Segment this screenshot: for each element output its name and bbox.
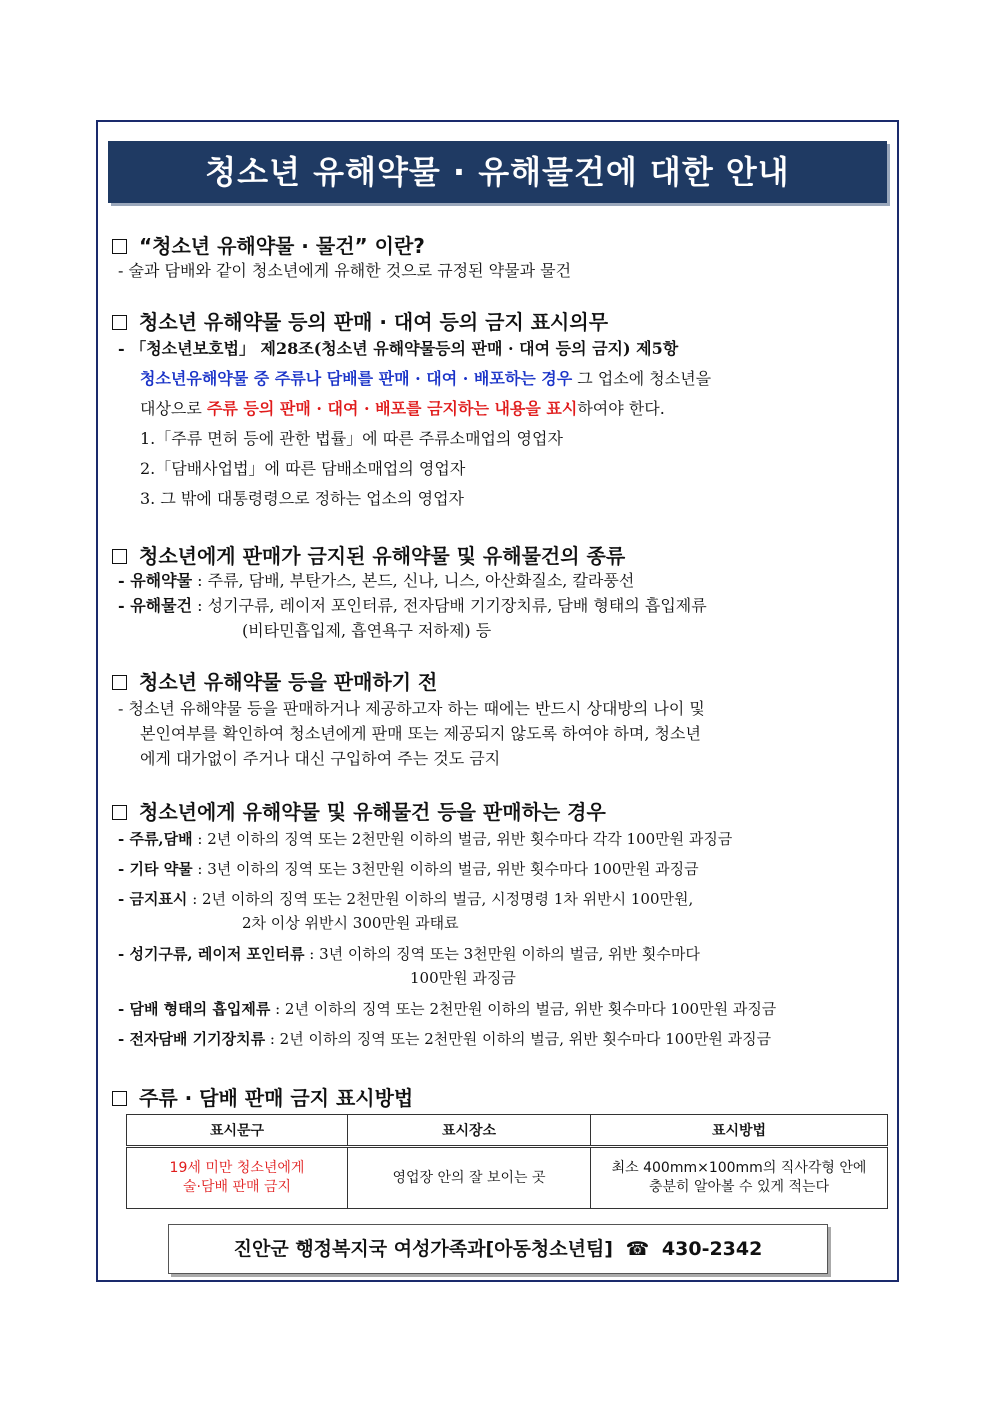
item-text: : 성기구류, 레이저 포인터류, 전자담배 기기장치류, 담배 형태의 흡입제류	[192, 596, 707, 615]
display-method-table	[126, 1114, 888, 1209]
penalty-label: - 주류,담배	[118, 830, 193, 848]
heading-text: “청소년 유해약물 · 물건” 이란?	[139, 234, 425, 258]
penalty-text: : 2년 이하의 징역 또는 2천만원 이하의 벌금, 위반 횟수마다 각각 100만원 과징금	[192, 830, 733, 848]
types-goods	[118, 595, 707, 617]
penalty-row	[118, 943, 700, 965]
obligation-line-1	[140, 368, 711, 390]
section-heading-before-sale	[112, 666, 437, 695]
before-sale-line-1: - 청소년 유해약물 등을 판매하거나 제공하고자 하는 때에는 반드시 상대방의 나이 및	[118, 699, 705, 718]
section-heading-obligation	[112, 306, 608, 335]
table-row	[127, 1147, 888, 1209]
display-method-line: 최소 400mm×100mm의 직사각형 안에	[611, 1160, 867, 1176]
page-title: 청소년 유해약물 · 유해물건에 대한 안내	[108, 141, 887, 203]
types-goods-cont: (비타민흡입제, 흡연욕구 저하제) 등	[242, 621, 492, 640]
penalty-text: : 2년 이하의 징역 또는 2천만원 이하의 벌금, 시정명령 1차 위반시 100만원,	[187, 890, 694, 908]
display-phrase-line: 술·담배 판매 금지	[182, 1179, 292, 1195]
penalty-text: : 2년 이하의 징역 또는 2천만원 이하의 벌금, 위반 횟수마다 100만원 과징금	[270, 1000, 777, 1018]
penalty-row	[118, 998, 776, 1020]
section-heading-display-method	[112, 1082, 413, 1111]
table-header: 표시문구	[127, 1115, 348, 1147]
checkbox-icon	[112, 1091, 127, 1106]
display-method-cell	[591, 1147, 888, 1209]
heading-text: 청소년 유해약물 등의 판매 · 대여 등의 금지 표시의무	[139, 310, 609, 334]
penalty-label: - 기타 약물	[118, 860, 193, 878]
item-label: - 유해물건	[118, 596, 193, 615]
item-label: - 유해약물	[118, 571, 193, 590]
section-heading-types	[112, 540, 625, 569]
penalty-label: - 전자담배 기기장치류	[118, 1030, 266, 1048]
penalty-text: : 3년 이하의 징역 또는 3천만원 이하의 벌금, 위반 횟수마다 100만원 과징금	[192, 860, 699, 878]
penalty-row-cont: 100만원 과징금	[410, 969, 516, 987]
law-reference: - 「청소년보호법」 제28조(청소년 유해약물등의 판매 · 대여 등의 금지) 제5항	[118, 339, 679, 358]
definition-line: - 술과 담배와 같이 청소년에게 유해한 것으로 규정된 약물과 물건	[118, 261, 572, 280]
table-header: 표시방법	[591, 1115, 888, 1147]
penalty-text: : 3년 이하의 징역 또는 3천만원 이하의 벌금, 위반 횟수마다	[304, 945, 700, 963]
heading-text: 주류 · 담배 판매 금지 표시방법	[139, 1086, 414, 1110]
contact-org: 진안군 행정복지국 여성가족과[아동청소년팀]	[233, 1238, 613, 1260]
checkbox-icon	[112, 675, 127, 690]
contact-phone: 430-2342	[661, 1238, 763, 1260]
section-heading-definition	[112, 230, 425, 259]
obligation-item-1: 1.「주류 면허 등에 관한 법률」에 따른 주류소매업의 영업자	[140, 429, 563, 448]
table-header: 표시장소	[348, 1115, 591, 1147]
checkbox-icon	[112, 805, 127, 820]
penalty-row	[118, 888, 693, 910]
display-phrase-cell	[127, 1147, 348, 1209]
penalty-row	[118, 828, 732, 850]
phone-icon: ☎	[625, 1238, 650, 1260]
heading-text: 청소년 유해약물 등을 판매하기 전	[139, 670, 438, 694]
penalty-row-cont: 2차 이상 위반시 300만원 과태료	[242, 914, 459, 932]
penalty-row	[118, 1028, 771, 1050]
types-drugs	[118, 570, 634, 592]
penalty-label: - 담배 형태의 흡입제류	[118, 1000, 271, 1018]
plain-text: 하여야 한다.	[577, 399, 665, 418]
penalty-text: : 2년 이하의 징역 또는 2천만원 이하의 벌금, 위반 횟수마다 100만원 과징금	[265, 1030, 772, 1048]
blue-highlight: 청소년유해약물 중 주류나 담배를 판매 · 대여 · 배포하는 경우	[140, 369, 573, 388]
obligation-item-2: 2.「담배사업법」에 따른 담배소매업의 영업자	[140, 459, 466, 478]
item-text: : 주류, 담배, 부탄가스, 본드, 신나, 니스, 아산화질소, 칼라풍선	[192, 571, 635, 590]
plain-text: 대상으로	[140, 399, 207, 418]
display-method-line: 충분히 알아볼 수 있게 적는다	[648, 1179, 830, 1195]
table-header-row	[127, 1115, 888, 1147]
section-heading-penalties	[112, 796, 606, 825]
heading-text: 청소년에게 판매가 금지된 유해약물 및 유해물건의 종류	[139, 544, 626, 568]
obligation-line-2	[140, 398, 665, 420]
penalty-row	[118, 858, 699, 880]
before-sale-line-2: 본인여부를 확인하여 청소년에게 판매 또는 제공되지 않도록 하여야 하며, 청소년	[140, 724, 701, 743]
checkbox-icon	[112, 549, 127, 564]
display-phrase-line: 19세 미만 청소년에게	[169, 1160, 305, 1176]
before-sale-line-3: 에게 대가없이 주거나 대신 구입하여 주는 것도 금지	[140, 749, 501, 768]
red-highlight: 주류 등의 판매 · 대여 · 배포를 금지하는 내용을 표시	[206, 399, 578, 418]
checkbox-icon	[112, 239, 127, 254]
heading-text: 청소년에게 유해약물 및 유해물건 등을 판매하는 경우	[139, 800, 606, 824]
contact-footer	[168, 1224, 828, 1274]
display-place-cell: 영업장 안의 잘 보이는 곳	[348, 1147, 591, 1209]
obligation-item-3: 3. 그 밖에 대통령령으로 정하는 업소의 영업자	[140, 489, 464, 508]
checkbox-icon	[112, 315, 127, 330]
penalty-label: - 금지표시	[118, 890, 188, 908]
penalty-label: - 성기구류, 레이저 포인터류	[118, 945, 305, 963]
plain-text: 그 업소에 청소년을	[572, 369, 712, 388]
